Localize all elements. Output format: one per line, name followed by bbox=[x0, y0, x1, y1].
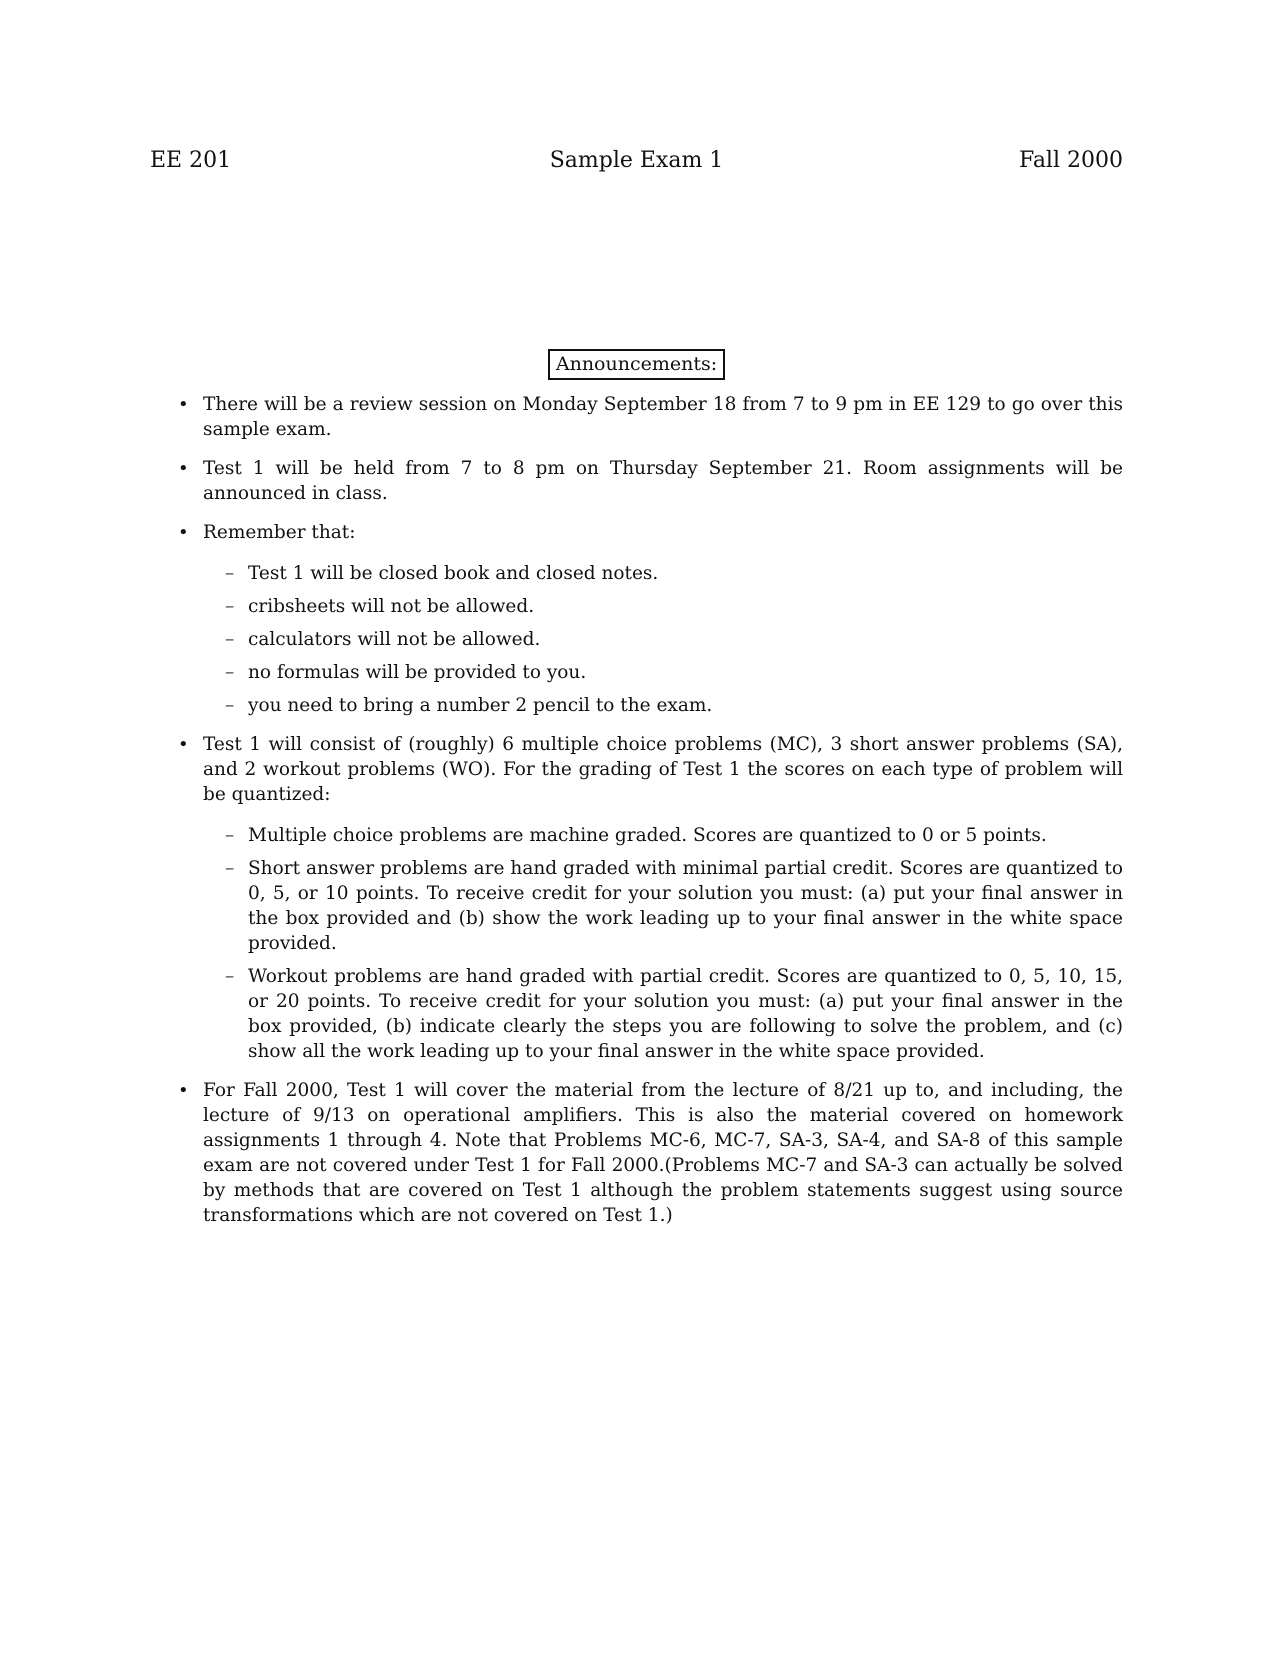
sub-item-text: Multiple choice problems are machine graded. Scores are quantized to 0 or 5 points. bbox=[248, 825, 1047, 846]
sub-item-text: Short answer problems are hand graded with minimal partial credit. Scores are quantized to 0, 5, or 10 points. To receive credit for your solution you must: (a) put your final answer in the box provided and (b) show the work leading up to your final answer in the white space provided. bbox=[248, 858, 1123, 954]
announcements-heading-wrap bbox=[150, 349, 1123, 380]
announcement-text: Test 1 will be held from 7 to 8 pm on Thursday September 21. Room assignments will be announced in class. bbox=[203, 458, 1123, 504]
announcement-text: For Fall 2000, Test 1 will cover the material from the lecture of 8/21 up to, and including, the lecture of 9/13 on operational amplifiers. This is also the material covered on homework assignments 1 through 4. Note that Problems MC-6, MC-7, SA-3, SA-4, and SA-8 of this sample exam are not covered under Test 1 for Fall 2000.(Problems MC-7 and SA-3 can actually be solved by methods that are covered on Test 1 although the problem statements suggest using source transformations which are not covered on Test 1.) bbox=[203, 1080, 1123, 1226]
bullet-icon: • bbox=[178, 458, 189, 479]
sub-item bbox=[203, 660, 1123, 685]
dash-icon: – bbox=[225, 966, 235, 987]
announcement-item-test-time bbox=[178, 456, 1123, 506]
announcement-text: There will be a review session on Monday September 18 from 7 to 9 pm in EE 129 to go over this sample exam. bbox=[203, 394, 1123, 440]
sub-item bbox=[203, 561, 1123, 586]
announcement-list bbox=[178, 392, 1123, 1228]
sub-item-text: you need to bring a number 2 pencil to the exam. bbox=[248, 695, 713, 716]
course-code: EE 201 bbox=[150, 148, 232, 173]
dash-icon: – bbox=[225, 825, 235, 846]
remember-sublist bbox=[203, 561, 1123, 718]
sub-item bbox=[203, 693, 1123, 718]
sub-item-text: Workout problems are hand graded with partial credit. Scores are quantized to 0, 5, 10, 15, or 20 points. To receive credit for your solution you must: (a) put your final answer in the box provided, (b) indicate clearly the steps you are following to solve the problem, and (c) show all the work leading up to your final answer in the white space provided. bbox=[248, 966, 1123, 1062]
sub-item-text: no formulas will be provided to you. bbox=[248, 662, 587, 683]
dash-icon: – bbox=[225, 695, 235, 716]
announcement-item-review-session bbox=[178, 392, 1123, 442]
dash-icon: – bbox=[225, 662, 235, 683]
sub-item-text: calculators will not be allowed. bbox=[248, 629, 541, 650]
announcement-item-remember bbox=[178, 520, 1123, 718]
sub-item bbox=[203, 823, 1123, 848]
dash-icon: – bbox=[225, 596, 235, 617]
sub-item bbox=[203, 964, 1123, 1064]
announcement-text: Remember that: bbox=[203, 522, 356, 543]
exam-title: Sample Exam 1 bbox=[549, 148, 724, 173]
grading-sublist bbox=[203, 823, 1123, 1064]
bullet-icon: • bbox=[178, 1080, 189, 1101]
sub-item bbox=[203, 594, 1123, 619]
announcements-content bbox=[178, 392, 1123, 1242]
dash-icon: – bbox=[225, 629, 235, 650]
page-header bbox=[150, 148, 1123, 180]
bullet-icon: • bbox=[178, 394, 189, 415]
announcement-item-coverage bbox=[178, 1078, 1123, 1228]
announcements-heading: Announcements: bbox=[548, 349, 725, 380]
bullet-icon: • bbox=[178, 734, 189, 755]
bullet-icon: • bbox=[178, 522, 189, 543]
announcement-text: Test 1 will consist of (roughly) 6 multiple choice problems (MC), 3 short answer problems (SA), and 2 workout problems (WO). For the grading of Test 1 the scores on each type of problem will be quantized: bbox=[203, 734, 1123, 805]
sub-item bbox=[203, 627, 1123, 652]
dash-icon: – bbox=[225, 858, 235, 879]
announcement-item-test-format bbox=[178, 732, 1123, 1064]
dash-icon: – bbox=[225, 563, 235, 584]
sub-item-text: Test 1 will be closed book and closed notes. bbox=[248, 563, 659, 584]
sub-item bbox=[203, 856, 1123, 956]
sub-item-text: cribsheets will not be allowed. bbox=[248, 596, 535, 617]
term-label: Fall 2000 bbox=[1019, 148, 1123, 173]
